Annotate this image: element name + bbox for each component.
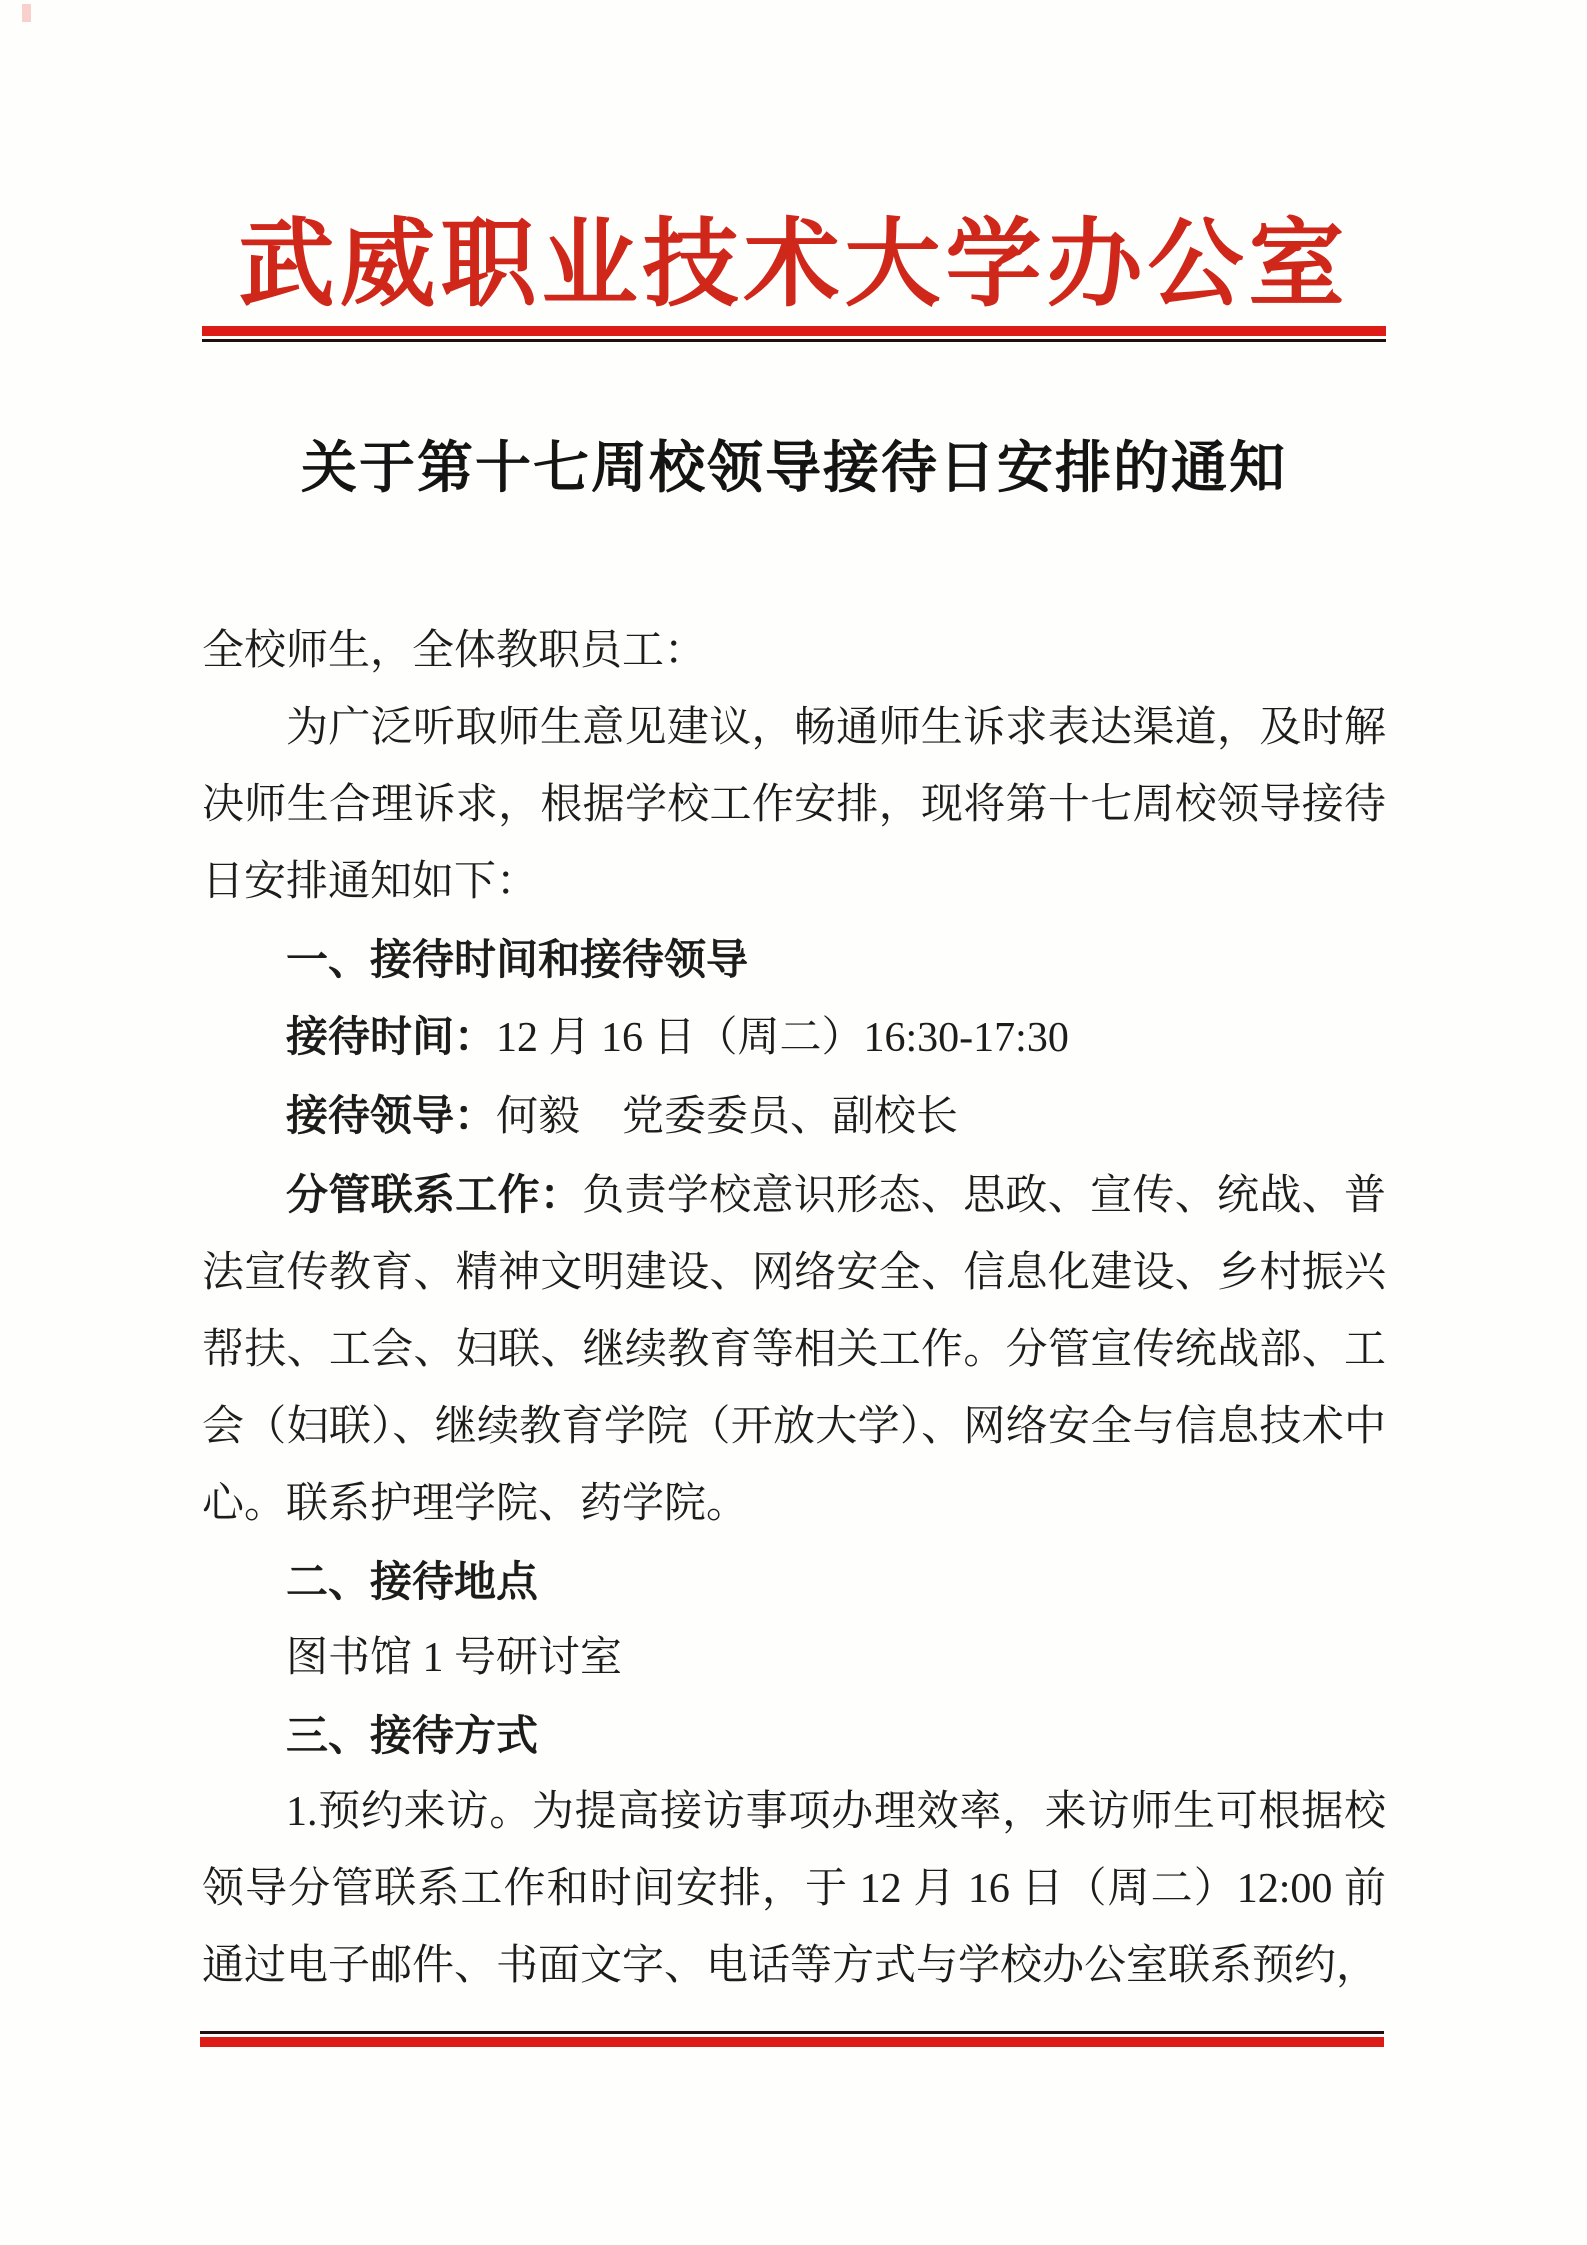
dark-rule [202, 339, 1386, 342]
section-1-heading: 一、接待时间和接待领导 [286, 936, 749, 983]
notice-title: 关于第十七周校领导接待日安排的通知 [301, 438, 1287, 500]
duty-scope-paragraph [202, 1156, 1386, 1543]
letterhead-divider [202, 326, 1386, 342]
reception-leader-line [202, 1077, 1386, 1156]
method-paragraph: 1.预约来访。为提高接访事项办理效率，来访师生可根据校领导分管联系工作和时间安排，于 12 月 16 日（周二）12:00 前通过电子邮件、书面文字、电话等方式与学校办公室联系预约， [202, 1789, 1386, 1989]
section-2-heading: 二、接待地点 [286, 1558, 539, 1605]
reception-time-line [202, 998, 1386, 1077]
section-3-heading: 三、接待方式 [286, 1712, 539, 1759]
reception-leader-label: 接待领导： [286, 1092, 497, 1139]
salutation: 全校师生，全体教职员工： [202, 628, 707, 674]
reception-location: 图书馆 1 号研讨室 [286, 1635, 623, 1681]
notice-body [202, 613, 1386, 2005]
reception-time-label: 接待时间： [286, 1013, 497, 1060]
footer-divider [200, 2031, 1384, 2047]
reception-time-value: 12 月 16 日（周二）16:30-17:30 [496, 1015, 1069, 1061]
scan-artifact [22, 4, 31, 22]
red-rule [200, 2037, 1384, 2047]
reception-leader-value: 何毅 党委委员、副校长 [496, 1094, 959, 1140]
letterhead-title: 武威职业技术大学办公室 [238, 211, 1350, 318]
duty-scope-label: 分管联系工作： [286, 1171, 583, 1218]
duty-scope-value: 负责学校意识形态、思政、宣传、统战、普法宣传教育、精神文明建设、网络安全、信息化建设、乡村振兴帮扶、工会、妇联、继续教育等相关工作。分管宣传统战部、工会（妇联）、继续教育学院（开放大学）、网络安全与信息技术中心。联系护理学院、药学院。 [202, 1173, 1386, 1527]
red-rule [202, 326, 1386, 336]
intro-paragraph: 为广泛听取师生意见建议，畅通师生诉求表达渠道，及时解决师生合理诉求，根据学校工作安排，现将第十七周校领导接待日安排通知如下： [202, 705, 1386, 905]
